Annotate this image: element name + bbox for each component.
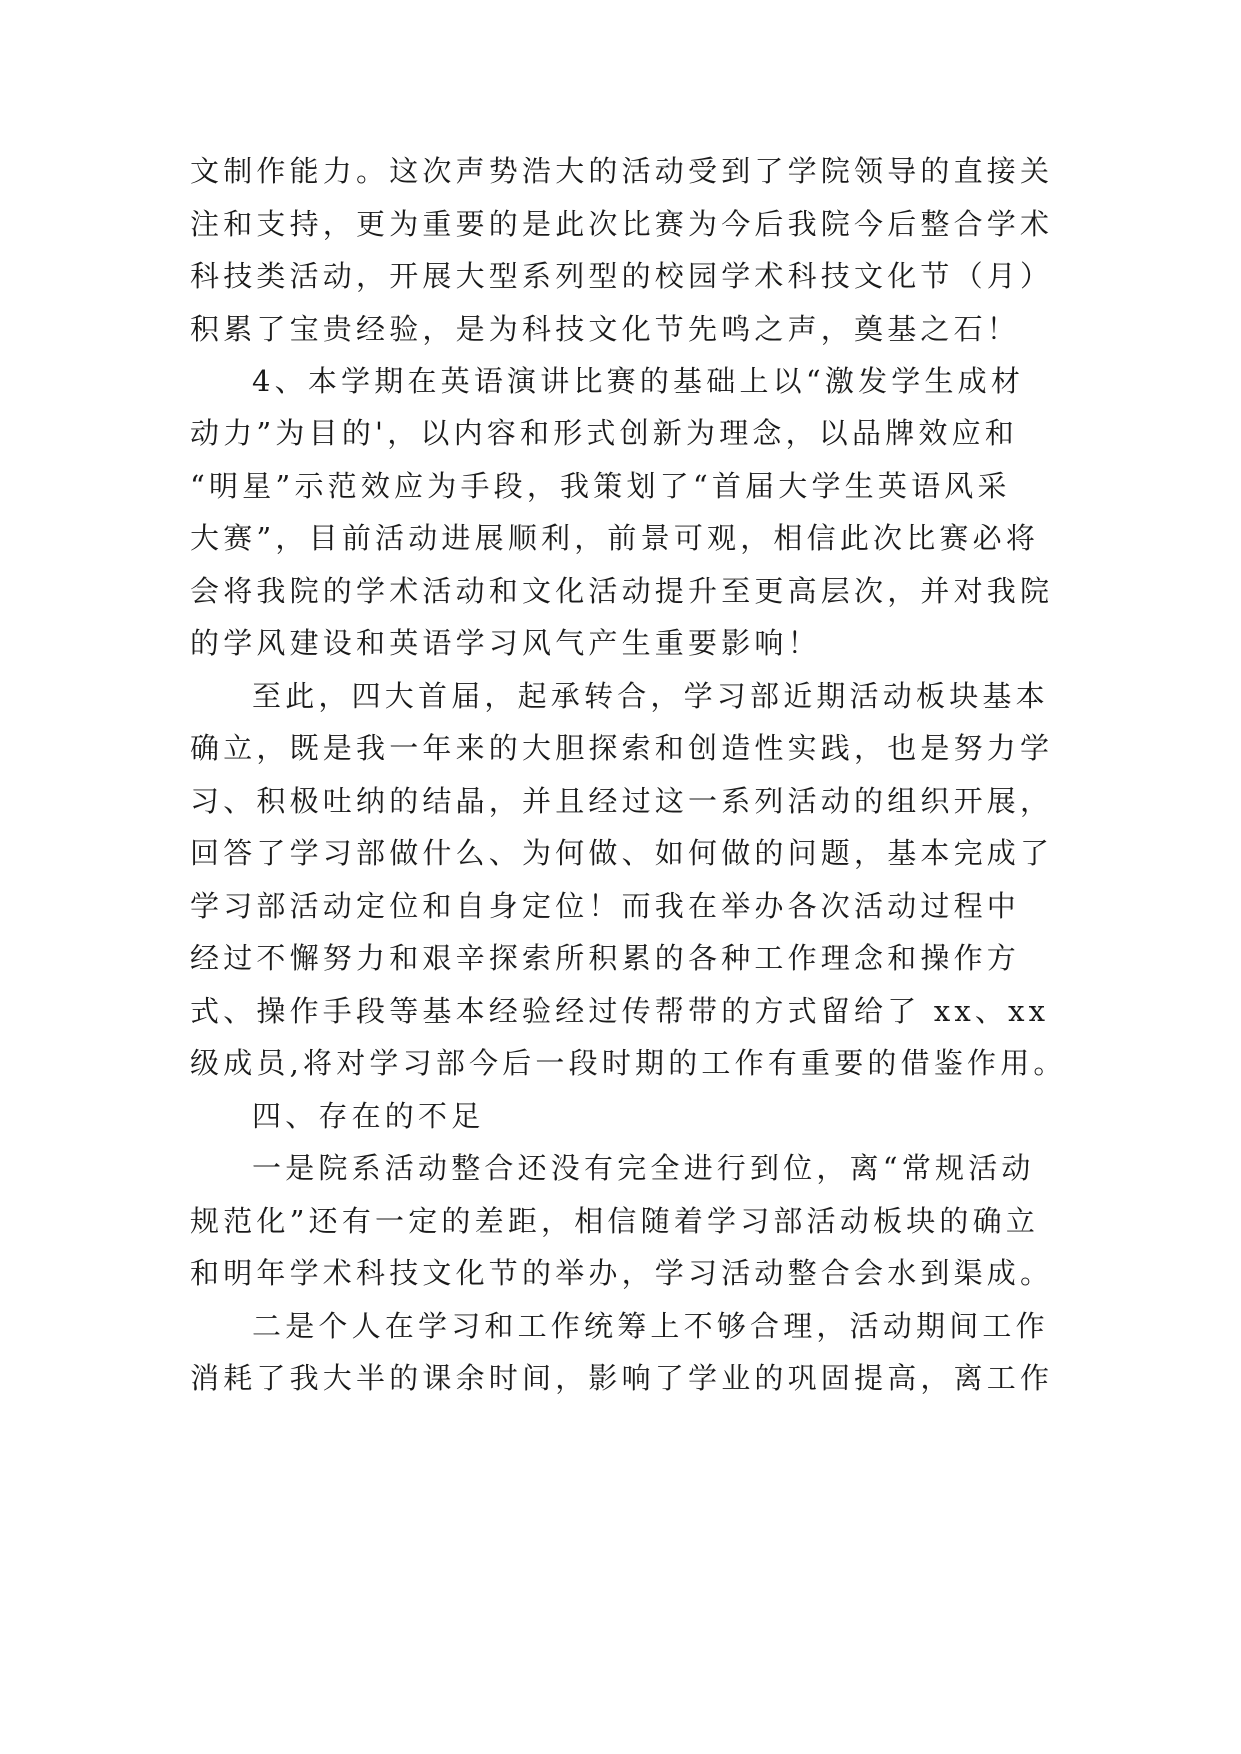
text-line: 确立，既是我一年来的大胆探索和创造性实践，也是努力学	[190, 731, 1054, 765]
text-line: 积累了宝贵经验，是为科技文化节先鸣之声，奠基之石！	[190, 312, 1021, 346]
text-line: 科技类活动，开展大型系列型的校园学术科技文化节（月）	[190, 259, 1054, 293]
text-line: 经过不懈努力和艰辛探索所积累的各种工作理念和操作方	[190, 941, 1021, 975]
paragraph-start-line: 至此，四大首届，起承转合，学习部近期活动板块基本	[252, 679, 1049, 713]
text-line: 的学风建设和英语学习风气产生重要影响！	[190, 626, 821, 660]
paragraph-start-line: 4、本学期在英语演讲比赛的基础上以“激发学生成材	[252, 364, 1025, 398]
paragraph-start-line: 一是院系活动整合还没有完全进行到位，离“常规活动	[252, 1151, 1035, 1185]
text-line: 级成员,将对学习部今后一段时期的工作有重要的借鉴作用。	[190, 1046, 1067, 1080]
text-line: 习、积极吐纳的结晶，并且经过这一系列活动的组织开展，	[190, 784, 1054, 818]
text-line: 学习部活动定位和自身定位！而我在举办各次活动过程中	[190, 889, 1021, 923]
text-line: 注和支持，更为重要的是此次比赛为今后我院今后整合学术	[190, 207, 1054, 241]
text-line: 文制作能力。这次声势浩大的活动受到了学院领导的直接关	[190, 154, 1054, 188]
text-line: 会将我院的学术活动和文化活动提升至更高层次，并对我院	[190, 574, 1054, 608]
text-line: 和明年学术科技文化节的举办，学习活动整合会水到渠成。	[190, 1256, 1054, 1290]
text-line: 大赛”，目前活动进展顺利，前景可观，相信此次比赛必将	[190, 521, 1040, 555]
text-line: 式、操作手段等基本经验经过传帮带的方式留给了 xx、xx	[190, 994, 1050, 1028]
section-heading: 四、存在的不足	[252, 1099, 485, 1133]
text-line: 动力”为目的'，以内容和形式创新为理念，以品牌效应和	[190, 416, 1018, 450]
text-line: 回答了学习部做什么、为何做、如何做的问题，基本完成了	[190, 836, 1054, 870]
text-line: 消耗了我大半的课余时间，影响了学业的巩固提高，离工作	[190, 1361, 1054, 1395]
paragraph-start-line: 二是个人在学习和工作统筹上不够合理，活动期间工作	[252, 1309, 1049, 1343]
text-line: 规范化”还有一定的差距，相信随着学习部活动板块的确立	[190, 1204, 1040, 1238]
text-line: “明星”示范效应为手段，我策划了“首届大学生英语风采	[190, 469, 1011, 503]
